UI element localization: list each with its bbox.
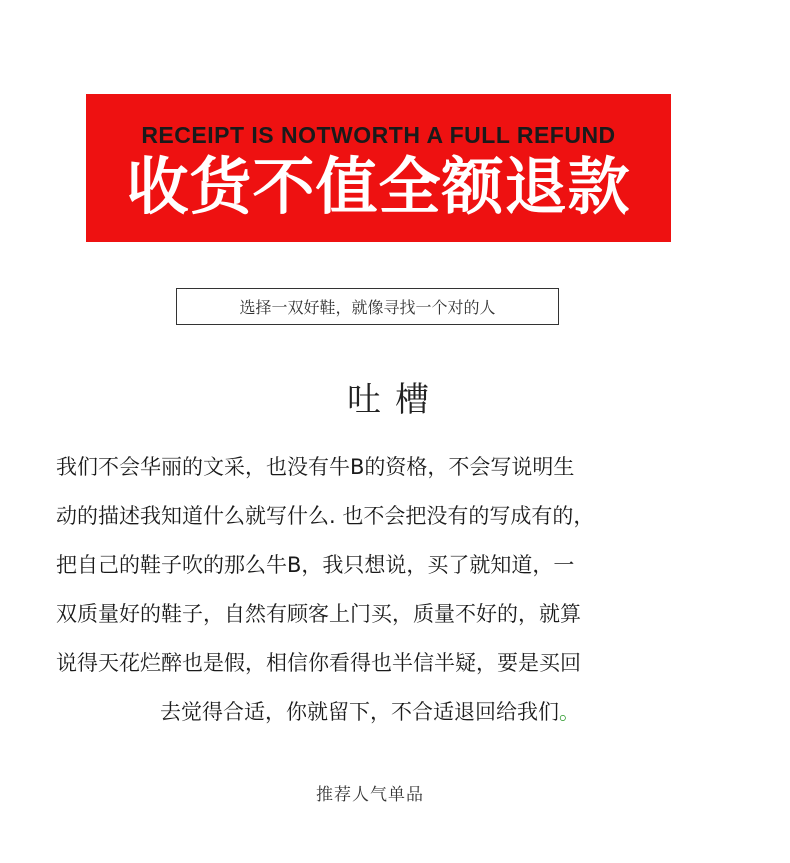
section-heading: 吐槽 xyxy=(347,380,443,420)
paragraph-line-text: 去觉得合适，你就留下，不合适退回给我们 xyxy=(160,700,559,724)
paragraph-line: 动的描述我知道什么就写什么. 也不会把没有的写成有的， xyxy=(56,504,595,528)
slogan-box: 选择一双好鞋，就像寻找一个对的人 xyxy=(176,288,559,325)
paragraph-line: 把自己的鞋子吹的那么牛B，我只想说，买了就知道，一 xyxy=(56,553,575,577)
banner-chinese-title: 收货不值全额退款 xyxy=(126,150,631,223)
recommended-products-label: 推荐人气单品 xyxy=(316,785,424,805)
paragraph-line: 双质量好的鞋子，自然有顾客上门买，质量不好的，就算 xyxy=(56,602,581,626)
refund-banner xyxy=(86,94,671,242)
paragraph-line: 我们不会华丽的文采，也没有牛B的资格，不会写说明生 xyxy=(56,455,575,479)
paragraph-last-line xyxy=(56,688,684,737)
complaint-paragraph xyxy=(56,443,734,737)
paragraph-period: 。 xyxy=(559,700,580,724)
banner-english-title: RECEIPT IS NOTWORTH A FULL REFUND xyxy=(141,122,616,148)
paragraph-line: 说得天花烂醉也是假，相信你看得也半信半疑，要是买回 xyxy=(56,651,581,675)
